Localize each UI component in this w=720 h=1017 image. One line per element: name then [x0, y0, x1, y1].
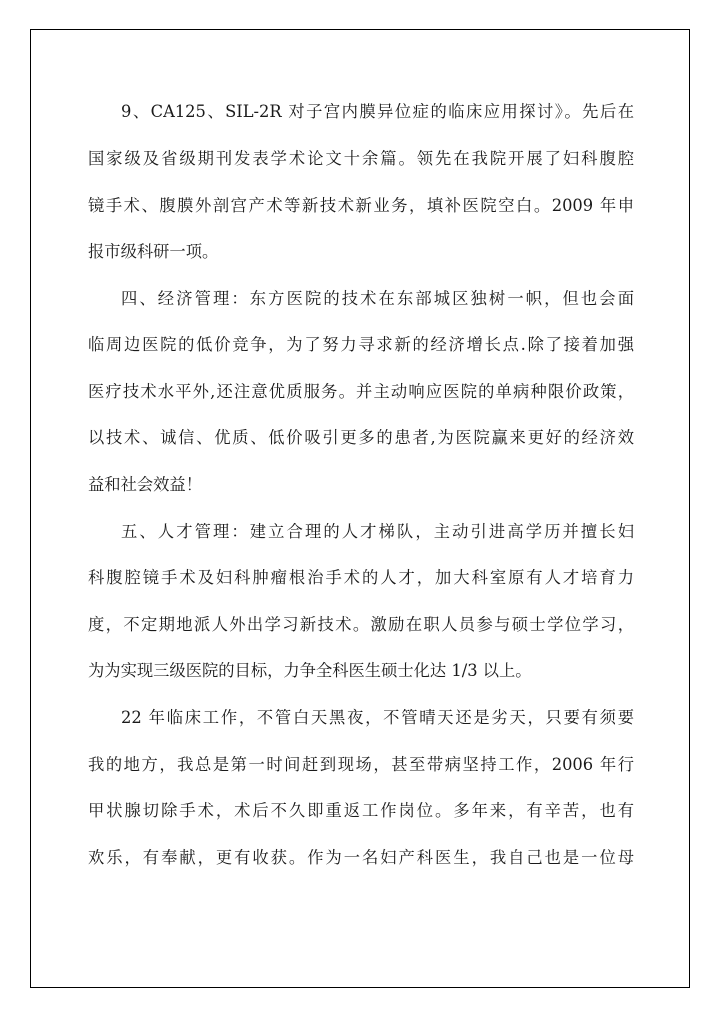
- paragraph-first-line: 22 年临床工作，不管白天黑夜，不管晴天还是劣天，只要有须要: [121, 708, 634, 727]
- text-line: 镜手术、腹膜外剖宫产术等新技术新业务，填补医院空白。2009 年申: [88, 196, 634, 215]
- text-line: 甲状腺切除手术，术后不久即重返工作岗位。多年来，有辛苦，也有: [88, 801, 634, 820]
- text-line: 报市级科研一项。: [88, 242, 219, 261]
- text-line: 9、CA125、SIL-2R 对子宫内膜异位症的临床应用探讨》。先后在: [121, 102, 634, 121]
- paragraph-first-line: 五、人才管理：建立合理的人才梯队，主动引进高学历并擅长妇: [121, 522, 634, 541]
- paragraph-first-line: 四、经济管理：东方医院的技术在东部城区独树一帜，但也会面: [121, 289, 634, 308]
- text-line: 益和社会效益！: [88, 475, 202, 494]
- text-line: 我的地方，我总是第一时间赶到现场，甚至带病坚持工作，2006 年行: [88, 755, 634, 774]
- text-line: 以技术、诚信、优质、低价吸引更多的患者,为医院赢来更好的经济效: [88, 428, 634, 447]
- text-line: 临周边医院的低价竞争，为了努力寻求新的经济增长点.除了接着加强: [88, 335, 634, 354]
- text-line: 医疗技术水平外,还注意优质服务。并主动响应医院的单病种限价政策，: [88, 382, 634, 401]
- text-line: 欢乐，有奉献，更有收获。作为一名妇产科医生，我自己也是一位母: [88, 848, 634, 867]
- text-line: 国家级及省级期刊发表学术论文十余篇。领先在我院开展了妇科腹腔: [88, 149, 634, 168]
- text-line: 科腹腔镜手术及妇科肿瘤根治手术的人才，加大科室原有人才培育力: [88, 568, 634, 587]
- text-line: 度，不定期地派人外出学习新技术。激励在职人员参与硕士学位学习，: [88, 615, 634, 634]
- text-line: 为为实现三级医院的目标，力争全科医生硕士化达 1/3 以上。: [88, 661, 532, 680]
